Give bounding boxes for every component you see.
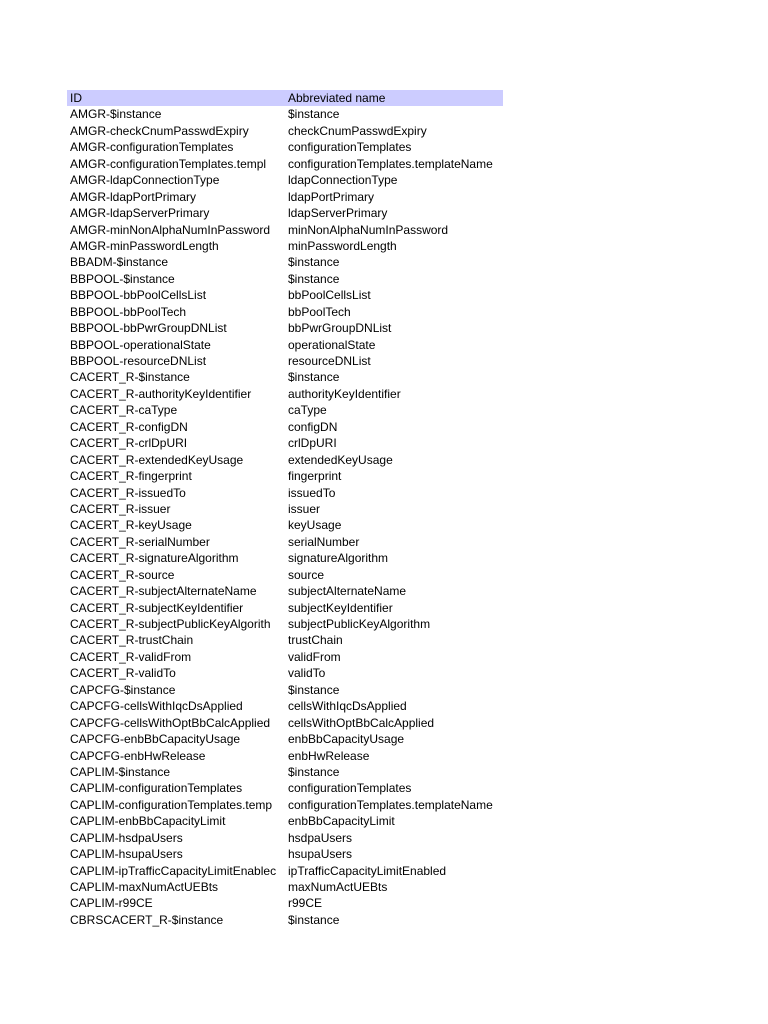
abbreviated-name-cell: fingerprint	[288, 469, 342, 484]
abbreviated-name-cell: subjectAlternateName	[288, 584, 407, 599]
table-row	[67, 616, 503, 632]
table-row	[67, 304, 503, 320]
table-row	[67, 682, 503, 698]
table-row	[67, 402, 503, 418]
id-cell: CAPCFG-cellsWithIqcDsApplied	[70, 699, 243, 714]
table-row	[67, 583, 503, 599]
id-cell: CAPCFG-$instance	[70, 682, 176, 697]
abbreviated-name-cell: cellsWithOptBbCalcApplied	[288, 715, 435, 730]
abbreviated-name-cell: $instance	[288, 370, 340, 385]
abbreviated-name-cell: $instance	[288, 255, 340, 270]
table-body	[67, 106, 503, 928]
table-row	[67, 485, 503, 501]
table-row	[67, 205, 503, 221]
table-row	[67, 123, 503, 139]
abbreviated-name-cell: minNonAlphaNumInPassword	[288, 222, 449, 237]
abbreviated-name-cell: issuer	[288, 501, 321, 516]
id-cell: AMGR-ldapPortPrimary	[70, 189, 197, 204]
id-cell: BBPOOL-operationalState	[70, 337, 211, 352]
column-header-abbreviated-name: Abbreviated name	[288, 91, 386, 105]
id-cell: CACERT_R-validFrom	[70, 649, 192, 664]
id-cell: CAPCFG-cellsWithOptBbCalcApplied	[70, 715, 271, 730]
abbreviated-name-cell: maxNumActUEBts	[288, 880, 388, 894]
id-cell: CACERT_R-extendedKeyUsage	[70, 452, 244, 467]
table-row	[67, 238, 503, 254]
table-row	[67, 879, 503, 895]
id-cell: CACERT_R-fingerprint	[70, 469, 192, 484]
abbreviated-name-cell: enbBbCapacityLimit	[288, 814, 395, 829]
table-row	[67, 222, 503, 238]
table-row	[67, 254, 503, 270]
table-header-row	[67, 90, 503, 106]
table-row	[67, 271, 503, 287]
table-row	[67, 534, 503, 550]
abbreviated-name-cell: validFrom	[288, 649, 341, 664]
id-cell: CAPCFG-enbHwRelease	[70, 748, 206, 763]
column-header-id: ID	[70, 91, 82, 105]
abbreviated-name-cell: $instance	[288, 764, 340, 779]
abbreviated-name-cell: ldapServerPrimary	[288, 206, 388, 221]
table-row	[67, 895, 503, 911]
table-row	[67, 797, 503, 813]
table-row	[67, 665, 503, 681]
abbreviated-name-cell: minPasswordLength	[288, 238, 397, 253]
id-cell: CACERT_R-trustChain	[70, 633, 194, 648]
id-cell: CACERT_R-crlDpURI	[70, 436, 188, 451]
id-cell: AMGR-configurationTemplates	[70, 140, 234, 155]
table-row	[67, 172, 503, 188]
table-row	[67, 419, 503, 435]
table-row	[67, 156, 503, 172]
id-cell: BBPOOL-resourceDNList	[70, 354, 207, 368]
id-cell: BBPOOL-bbPoolCellsList	[70, 288, 207, 303]
table-row	[67, 501, 503, 517]
id-cell: BBPOOL-bbPwrGroupDNList	[70, 321, 227, 336]
table-row	[67, 748, 503, 764]
id-cell: CAPLIM-maxNumActUEBts	[70, 880, 219, 894]
abbreviated-name-cell: resourceDNList	[288, 354, 371, 368]
id-cell: AMGR-minNonAlphaNumInPassword	[70, 222, 271, 237]
abbreviated-name-cell: extendedKeyUsage	[288, 452, 393, 467]
abbreviated-name-cell: keyUsage	[288, 518, 342, 533]
abbreviated-name-cell: enbHwRelease	[288, 748, 370, 763]
abbreviated-name-cell: r99CE	[288, 896, 323, 911]
abbreviated-name-cell: trustChain	[288, 633, 343, 648]
table-row	[67, 287, 503, 303]
table-row	[67, 435, 503, 451]
table-row	[67, 813, 503, 829]
abbreviated-name-cell: $instance	[288, 271, 340, 286]
id-cell: CACERT_R-validTo	[70, 666, 176, 681]
table-row	[67, 846, 503, 862]
table-row	[67, 189, 503, 205]
id-cell: CACERT_R-subjectAlternateName	[70, 584, 257, 599]
id-cell: CACERT_R-keyUsage	[70, 518, 192, 533]
abbreviated-name-cell: ipTrafficCapacityLimitEnabled	[288, 863, 447, 878]
id-cell: CAPLIM-configurationTemplates.temp	[70, 797, 273, 812]
abbreviated-name-cell: cellsWithIqcDsApplied	[288, 699, 407, 714]
id-cell: CAPCFG-enbBbCapacityUsage	[70, 732, 241, 747]
abbreviated-name-cell: bbPwrGroupDNList	[288, 321, 392, 336]
table-row	[67, 764, 503, 780]
abbreviated-name-cell: configurationTemplates	[288, 140, 412, 155]
table-row	[67, 600, 503, 616]
abbreviated-name-cell: $instance	[288, 107, 340, 122]
id-cell: CAPLIM-ipTrafficCapacityLimitEnablec	[70, 863, 277, 878]
abbreviated-name-cell: configDN	[288, 419, 338, 434]
id-cell: AMGR-configurationTemplates.templ	[70, 156, 267, 171]
abbreviated-name-cell: bbPoolCellsList	[288, 288, 371, 303]
abbreviated-name-cell: hsdpaUsers	[288, 830, 353, 845]
id-cell: CACERT_R-serialNumber	[70, 534, 210, 549]
abbreviated-name-cell: issuedTo	[288, 485, 336, 500]
table-row	[67, 632, 503, 648]
abbreviated-name-cell: subjectKeyIdentifier	[288, 600, 393, 615]
id-cell: AMGR-$instance	[70, 107, 162, 122]
id-cell: BBADM-$instance	[70, 255, 169, 270]
id-cell: CACERT_R-issuedTo	[70, 485, 186, 500]
id-cell: CACERT_R-caType	[70, 403, 178, 418]
table-row	[67, 452, 503, 468]
table-row	[67, 567, 503, 583]
abbreviated-name-cell: ldapPortPrimary	[288, 189, 375, 204]
id-cell: CACERT_R-source	[70, 567, 175, 582]
id-cell: CACERT_R-subjectKeyIdentifier	[70, 600, 244, 615]
id-cell: CBRSCACERT_R-$instance	[70, 912, 224, 927]
table-row	[67, 698, 503, 714]
id-cell: CACERT_R-issuer	[70, 501, 171, 516]
table-row	[67, 139, 503, 155]
table-row	[67, 731, 503, 747]
abbreviated-name-cell: subjectPublicKeyAlgorithm	[288, 617, 431, 631]
id-cell: CACERT_R-$instance	[70, 370, 190, 385]
id-cell: CAPLIM-hsupaUsers	[70, 847, 183, 862]
id-cell: AMGR-minPasswordLength	[70, 238, 219, 253]
abbreviated-name-cell: $instance	[288, 682, 340, 697]
abbreviation-table	[67, 90, 503, 928]
abbreviated-name-cell: $instance	[288, 912, 340, 927]
id-cell: AMGR-ldapConnectionType	[70, 173, 220, 188]
id-cell: CAPLIM-enbBbCapacityLimit	[70, 814, 226, 829]
abbreviated-name-cell: enbBbCapacityUsage	[288, 732, 405, 747]
id-cell: CACERT_R-authorityKeyIdentifier	[70, 386, 252, 401]
id-cell: CACERT_R-configDN	[70, 419, 188, 434]
id-cell: CAPLIM-configurationTemplates	[70, 781, 243, 796]
id-cell: CAPLIM-$instance	[70, 764, 171, 779]
table-row	[67, 468, 503, 484]
table-row	[67, 337, 503, 353]
id-cell: AMGR-ldapServerPrimary	[70, 206, 210, 221]
abbreviated-name-cell: hsupaUsers	[288, 847, 353, 862]
table-row	[67, 649, 503, 665]
abbreviated-name-cell: crlDpURI	[288, 436, 337, 451]
table-row	[67, 863, 503, 879]
abbreviated-name-cell: validTo	[288, 666, 326, 681]
abbreviated-name-cell: ldapConnectionType	[288, 173, 398, 188]
table-row	[67, 369, 503, 385]
abbreviated-name-cell: signatureAlgorithm	[288, 551, 389, 566]
abbreviated-name-cell: checkCnumPasswdExpiry	[288, 123, 427, 138]
abbreviated-name-cell: caType	[288, 403, 327, 418]
abbreviated-name-cell: operationalState	[288, 337, 376, 352]
abbreviated-name-cell: configurationTemplates	[288, 781, 412, 796]
abbreviated-name-cell: source	[288, 567, 325, 582]
id-cell: BBPOOL-bbPoolTech	[70, 304, 187, 319]
abbreviated-name-cell: authorityKeyIdentifier	[288, 386, 401, 401]
table-row	[67, 912, 503, 928]
id-cell: CAPLIM-hsdpaUsers	[70, 830, 183, 845]
table-row	[67, 386, 503, 402]
id-cell: CAPLIM-r99CE	[70, 896, 153, 911]
table-row	[67, 517, 503, 533]
table-row	[67, 780, 503, 796]
abbreviated-name-cell: bbPoolTech	[288, 304, 351, 319]
abbreviated-name-cell: serialNumber	[288, 534, 360, 549]
id-cell: AMGR-checkCnumPasswdExpiry	[70, 123, 249, 138]
id-cell: BBPOOL-$instance	[70, 271, 175, 286]
id-cell: CACERT_R-signatureAlgorithm	[70, 551, 239, 566]
table-row	[67, 715, 503, 731]
table-row	[67, 830, 503, 846]
table-row	[67, 550, 503, 566]
table-row	[67, 106, 503, 122]
abbreviated-name-cell: configurationTemplates.templateName	[288, 797, 493, 812]
table-row	[67, 353, 503, 369]
abbreviated-name-cell: configurationTemplates.templateName	[288, 156, 493, 171]
id-cell: CACERT_R-subjectPublicKeyAlgorith	[70, 617, 271, 631]
table-row	[67, 320, 503, 336]
